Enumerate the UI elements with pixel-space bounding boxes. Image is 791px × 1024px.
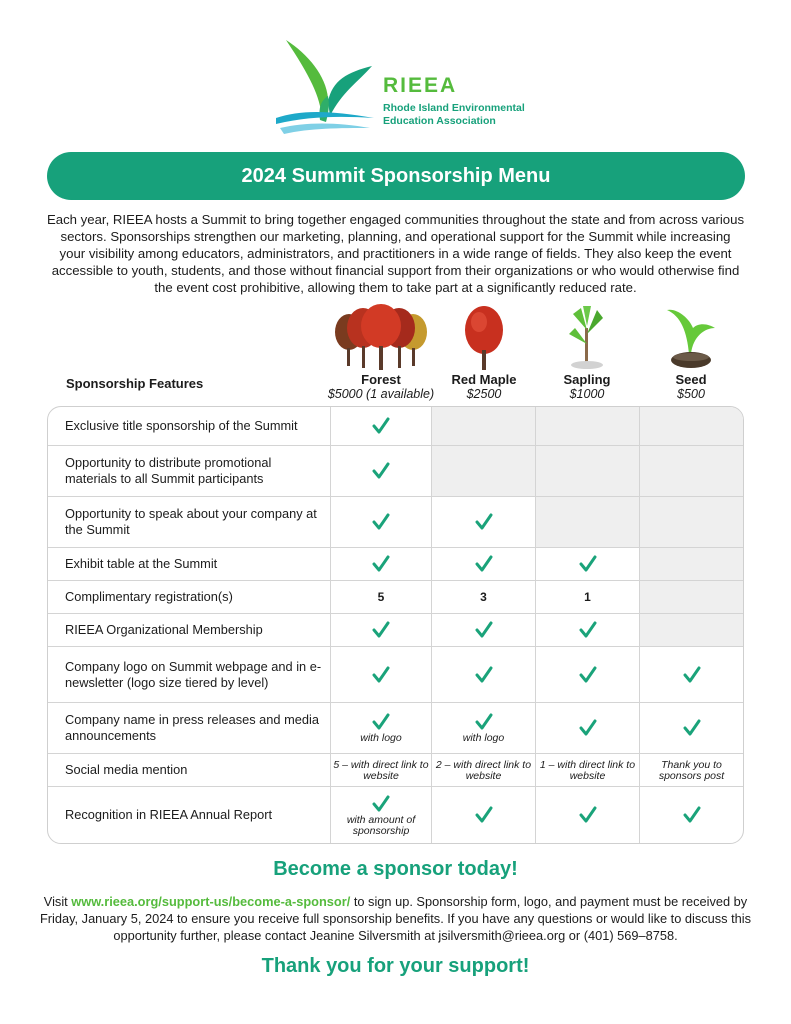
sapling-icon <box>561 304 613 370</box>
tier-cell <box>639 787 743 843</box>
tier-cell <box>330 446 431 496</box>
tier-cell <box>431 497 535 547</box>
visit-details: to sign up. Sponsorship form, logo, and payment must be received by Friday, January 5, 2024 to ensure you receive full sponsorship benefits. If you have any questions or would like to discuss this opportunity further, please contact Jeanine Silversmith at jsilversmith@rieea.org or (401) 569–8758. <box>39 894 752 943</box>
checkmark-icon <box>371 665 391 685</box>
visit-paragraph <box>38 893 753 944</box>
table-row <box>48 445 744 496</box>
thank-you-heading: Thank you for your support! <box>261 955 530 977</box>
tier-cell <box>330 614 431 646</box>
tier-sapling-name: Sapling <box>563 372 611 387</box>
tier-cell <box>639 754 743 786</box>
tier-cell <box>535 581 639 613</box>
registration-count: 5 <box>377 590 385 604</box>
tier-red-maple-price: $2500 <box>466 387 502 401</box>
tier-cell <box>431 614 535 646</box>
feature-label: Social media mention <box>65 762 188 777</box>
feature-label: Opportunity to distribute promotional materials to all Summit participants <box>65 455 272 486</box>
checkmark-icon <box>474 620 494 640</box>
cta-heading: Become a sponsor today! <box>273 858 518 880</box>
page-title: 2024 Summit Sponsorship Menu <box>47 152 745 200</box>
tier-seed-price: $500 <box>677 387 705 401</box>
checkmark-icon <box>371 512 391 532</box>
cell-note: Thank you to sponsors post <box>658 758 725 782</box>
empty-cell <box>639 446 743 496</box>
tier-cell <box>535 754 639 786</box>
checkmark-icon <box>371 461 391 481</box>
tier-seed-name: Seed <box>675 372 707 387</box>
cell-note: 2 – with direct link to website <box>435 758 532 782</box>
tier-cell <box>330 581 431 613</box>
checkmark-icon <box>474 512 494 532</box>
cell-note: with logo <box>360 732 402 744</box>
checkmark-icon <box>371 794 391 814</box>
checkmark-icon <box>578 554 598 574</box>
empty-cell <box>535 497 639 547</box>
cell-note: with amount of sponsorship <box>346 813 416 837</box>
empty-cell <box>639 548 743 580</box>
cell-note: with logo <box>462 732 505 744</box>
tier-cell <box>535 548 639 580</box>
tier-header <box>0 300 791 405</box>
visit-prefix: Visit <box>43 894 72 909</box>
checkmark-icon <box>371 712 391 732</box>
checkmark-icon <box>371 620 391 640</box>
empty-cell <box>431 407 535 445</box>
tier-forest-price: $5000 (1 available) <box>327 387 435 401</box>
tier-cell <box>330 787 431 843</box>
feature-label: Exclusive title sponsorship of the Summit <box>65 418 298 433</box>
table-row <box>48 496 744 547</box>
checkmark-icon <box>578 718 598 738</box>
tier-cell <box>639 647 743 702</box>
rieea-logo-icon <box>270 36 380 136</box>
tier-seed <box>639 300 743 401</box>
red-maple-icon <box>459 304 509 370</box>
empty-cell <box>639 497 743 547</box>
checkmark-icon <box>371 416 391 436</box>
tier-red-maple <box>432 300 536 401</box>
feature-label: RIEEA Organizational Membership <box>65 622 263 637</box>
table-row <box>48 580 744 613</box>
tier-cell <box>330 754 431 786</box>
checkmark-icon <box>474 712 494 732</box>
sponsorship-table <box>47 406 744 844</box>
feature-label: Opportunity to speak about your company at the Summit <box>65 506 317 537</box>
become-sponsor-link[interactable]: www.rieea.org/support-us/become-a-sponsor/ <box>71 894 351 909</box>
checkmark-icon <box>682 665 702 685</box>
features-column-header: Sponsorship Features <box>66 376 204 391</box>
checkmark-icon <box>474 665 494 685</box>
table-row <box>48 407 744 445</box>
tier-cell <box>431 703 535 753</box>
tier-cell <box>431 581 535 613</box>
feature-label: Exhibit table at the Summit <box>65 556 218 571</box>
empty-cell <box>639 614 743 646</box>
checkmark-icon <box>578 805 598 825</box>
feature-label: Company logo on Summit webpage and in e-newsletter (logo size tiered by level) <box>65 658 322 690</box>
empty-cell <box>535 407 639 445</box>
table-row <box>48 646 744 702</box>
tier-forest <box>320 300 442 401</box>
checkmark-icon <box>474 554 494 574</box>
feature-label: Complimentary registration(s) <box>65 589 233 604</box>
table-row <box>48 702 744 753</box>
tier-cell <box>431 647 535 702</box>
empty-cell <box>639 581 743 613</box>
forest-icon <box>333 304 429 370</box>
tier-cell <box>639 703 743 753</box>
intro-paragraph: Each year, RIEEA hosts a Summit to bring together engaged communities throughout the state and from across various sectors. Sponsorships strengthen our marketing, planning, and operational support for the Summit while increasing your visibility among educators, administrators, and practitioners in a wide range of fields. They also keep the event accessible to youth, students, and those without financial support from their organizations or who would otherwise find the event cost prohibitive, allowing them to take part at a significantly reduced rate. <box>46 212 745 295</box>
tier-cell <box>330 647 431 702</box>
tier-sapling-price: $1000 <box>569 387 605 401</box>
checkmark-icon <box>682 805 702 825</box>
checkmark-icon <box>578 665 598 685</box>
tier-cell <box>535 614 639 646</box>
registration-count: 3 <box>480 590 487 604</box>
cell-note: 5 – with direct link to website <box>333 758 429 782</box>
seed-icon <box>665 304 717 370</box>
tier-cell <box>431 754 535 786</box>
tier-cell <box>431 787 535 843</box>
tier-cell <box>330 497 431 547</box>
table-row <box>48 786 744 843</box>
feature-label: Company name in press releases and media announcements <box>65 712 319 743</box>
tier-cell <box>330 703 431 753</box>
table-row <box>48 547 744 580</box>
checkmark-icon <box>371 554 391 574</box>
registration-count: 1 <box>584 590 591 604</box>
empty-cell <box>431 446 535 496</box>
header <box>0 36 791 136</box>
checkmark-icon <box>474 805 494 825</box>
empty-cell <box>639 407 743 445</box>
tier-forest-name: Forest <box>361 372 401 387</box>
tier-red-maple-name: Red Maple <box>451 372 517 387</box>
cell-note: 1 – with direct link to website <box>539 758 636 782</box>
tier-cell <box>330 548 431 580</box>
tier-cell <box>330 407 431 445</box>
org-abbreviation: RIEEA <box>383 74 458 97</box>
tier-cell <box>431 548 535 580</box>
tier-cell <box>535 703 639 753</box>
table-row <box>48 753 744 786</box>
tier-cell <box>535 647 639 702</box>
tier-cell <box>535 787 639 843</box>
checkmark-icon <box>578 620 598 640</box>
checkmark-icon <box>682 718 702 738</box>
org-full-name: Rhode Island Environmental Education Association <box>383 102 525 127</box>
empty-cell <box>535 446 639 496</box>
tier-sapling <box>535 300 639 401</box>
feature-label: Recognition in RIEEA Annual Report <box>65 807 273 822</box>
table-row <box>48 613 744 646</box>
